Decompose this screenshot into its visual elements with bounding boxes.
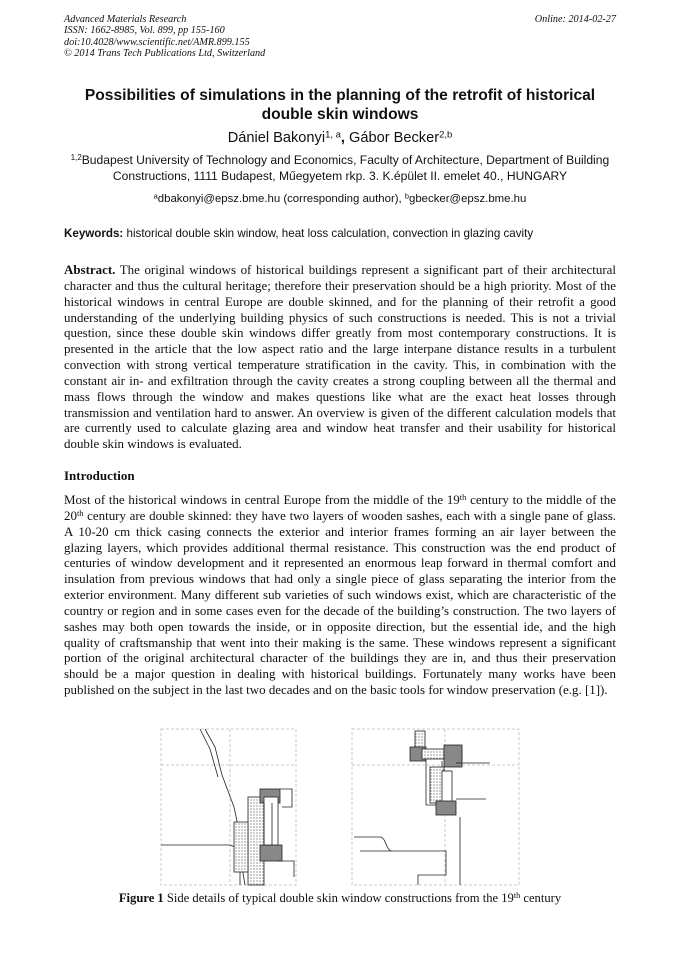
figure-caption-text: Side details of typical double skin window constructions from the 19 — [163, 891, 514, 905]
figure-label: Figure 1 — [118, 891, 164, 905]
issn-line: ISSN: 1662-8985, Vol. 899, pp 155-160 — [64, 25, 225, 37]
email-a: dbakonyi@epsz.bme.hu (corresponding author), — [157, 193, 405, 205]
intro-text-2: century to the middle of the 20 — [64, 492, 616, 523]
abstract-label: Abstract. — [64, 262, 116, 277]
left-window-detail — [161, 729, 296, 885]
journal-name: Advanced Materials Research — [64, 14, 187, 25]
online-date: Online: 2014-02-27 — [534, 14, 616, 25]
keywords-text: historical double skin window, heat loss calculation, convection in glazing cavity — [123, 227, 534, 240]
intro-sup-1: th — [459, 492, 467, 502]
figure-window-details — [160, 727, 520, 887]
author-2: Gábor Becker — [349, 130, 440, 146]
email-line — [64, 191, 616, 207]
email-b: gbecker@epsz.bme.hu — [409, 193, 527, 205]
intro-sup-2: th — [76, 508, 84, 518]
figure-caption-sup: th — [513, 890, 521, 900]
journal-header — [64, 14, 616, 59]
affiliation — [64, 152, 616, 184]
doi-line: doi:10.4028/www.scientific.net/AMR.899.155 — [64, 36, 250, 48]
author-1: Dániel Bakonyi — [227, 130, 326, 146]
paper-title: Possibilities of simulations in the planning of the retrofit of historical double skin windows — [84, 87, 596, 123]
email-a-marker: a — [153, 191, 158, 201]
abstract — [64, 262, 616, 452]
abstract-text: The original windows of historical buildings represent a significant part of their architectural character and thus the cultural heritage; therefore their preservation should be a high priority. Most of the historical windows in central Europe are double skinned, and for the planning of their retrofit a good understanding of the underlying building physics of such constructions is needed. This is not a trivial question, since these double skin windows differ greatly from most contemporary constructions. It is presented in the article that the low aspect ratio and the large interpane distance results in a turbulent convection with strong vertical temperature stratification in the cavity. This, in combination with the constant air in- and exfiltration through the cavity creates a strong coupling between all the thermal and mass flows through the window and makes questions like what are the exact heat losses through transmission and ventilation hard to answer. An overview is given of the different calculation models that are currently used to calculate glazing area and window heat transfer and their usability for historical double skin windows is evaluated. — [64, 262, 616, 452]
email-b-marker: b — [404, 191, 410, 201]
section-heading-introduction: Introduction — [64, 468, 135, 483]
intro-text-1: Most of the historical windows in central Europe from the middle of the 19 — [64, 492, 460, 507]
author-1-affil: 1, a — [325, 129, 341, 141]
affiliation-text: Budapest University of Technology and Economics, Faculty of Architecture, Department of Building Constructions, 1111 Budapest, Műegyetem rkp. 3. K.épület II. emelet 40., HUNGARY — [81, 153, 610, 183]
figure-caption — [64, 890, 616, 906]
affiliation-marker: 1,2 — [70, 153, 82, 163]
author-2-affil: 2,b — [439, 129, 453, 141]
right-window-detail — [352, 729, 519, 885]
copyright-line: © 2014 Trans Tech Publications Ltd, Switzerland — [64, 47, 266, 59]
figure-caption-end: century — [520, 891, 562, 905]
introduction-paragraph — [64, 492, 616, 698]
author-separator: , — [340, 130, 350, 146]
keywords — [64, 226, 624, 242]
intro-text-3: century are double skinned: they have two layers of wooden sashes, each with a single pane of glass. A 10-20 cm thick casing connects the exterior and interior frames forming an air layer between the glazing layers, which provides additional thermal resistance. This construction was the end product of centuries of window development and it represented an enormous leap forward in thermal comfort and insulation from previous windows that had only a single piece of glass separating the interior from the exterior environment. Many different sub varieties of such windows exist, which are characteristic of the country or region and in some cases even for the decade of the building’s construction. The two layers of sashes may both open towards the inside, or in opposite direction, but the essential ide, and the high quality of craftsmanship that went into their making is the same. These windows represent a significant portion of the original architectural character of the buildings they are in, and thus their preservation should be a major question in dealing with historical buildings. Fortunately many works have been published on the subject in the last two decades and on the basic tools for window preservation (e.g. [1]). — [64, 507, 616, 698]
keywords-label: Keywords: — [64, 227, 124, 240]
author-line — [64, 129, 616, 147]
